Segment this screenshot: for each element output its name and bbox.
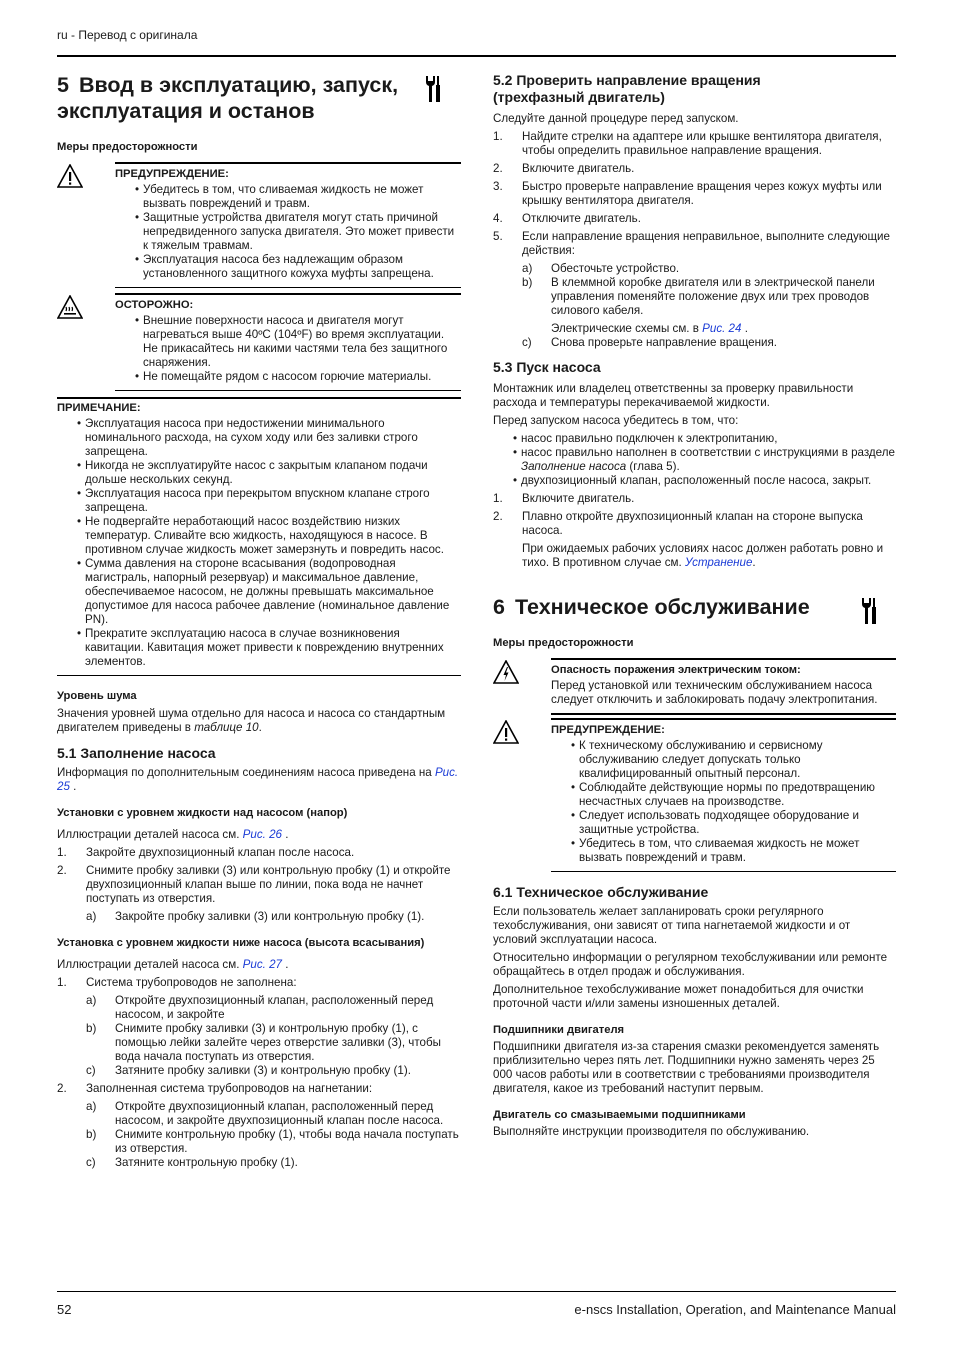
warning-triangle-icon [493, 734, 519, 747]
warning-item: • Эксплуатация насоса без надлежащим образом установленного защитного кожуха муфты запрещена. [135, 253, 461, 281]
warning-item: • Следует использовать подходящее оборудование и защитные устройства. [571, 809, 896, 837]
step-item: 4. Отключите двигатель. [493, 212, 641, 225]
step-item: 1. Включите двигатель. [493, 492, 635, 505]
substep-item: b) Снимите пробку заливки (3) и контрольную пробку (1), с помощью лейки залейте через отверстие заливки (3), чтобы вода начала поступать из отверстия. [86, 1022, 441, 1063]
note-item: • Не подвергайте неработающий насос воздействию низких температур. Сливайте всю жидкость, находящуюся в насосе. В противном случае жидкость может замерзнуть и повредить насос. [77, 515, 461, 557]
flooded-steps [57, 846, 461, 924]
page-number: 52 [57, 1302, 72, 1317]
manual-title: e-nscs Installation, Operation, and Maintenance Manual [574, 1302, 896, 1317]
maintenance-warning-notice [493, 718, 896, 872]
section-5-2-intro: Следуйте данной процедуре перед запуском. [493, 112, 739, 125]
warning-notice [57, 162, 461, 288]
caution-title: ОСТОРОЖНО: [115, 299, 194, 311]
electric-hazard-title: Опасность поражения электрическим током: [551, 664, 801, 676]
noise-text: Значения уровней шума отдельно для насоса и насоса со стандартным двигателем приведены в таблице 10. [57, 707, 446, 734]
precautions-heading: Меры предосторожности [57, 141, 198, 153]
warning-item: • Защитные устройства двигателя могут стать причиной непредвиденного запуска двигателя. Это может привести к тяжелым травмам. [135, 211, 461, 253]
rotation-steps [493, 130, 896, 350]
step-item: 1. Найдите стрелки на адаптере или крышке вентилятора двигателя, чтобы определить правильное направление вращения. [493, 130, 882, 157]
page-header: ru - Перевод с оригинала [57, 28, 198, 42]
warning-item: • Убедитесь в том, что сливаемая жидкость не может вызвать повреждений и травм. [135, 183, 461, 211]
caution-notice [57, 293, 461, 391]
note-item: • Эксплуатация насоса при недостижении минимального номинального расхода, на сухом ходу или без заливки строго запрещена. [77, 417, 461, 459]
suction-lift-steps [57, 976, 461, 1170]
tools-icon [425, 76, 441, 108]
section-5-3-heading: 5.3 Пуск насоса [493, 359, 601, 375]
warning-title: ПРЕДУПРЕЖДЕНИЕ: [115, 168, 229, 180]
electric-hazard-icon [493, 674, 519, 687]
section-6-1-heading: 6.1 Техническое обслуживание [493, 884, 709, 900]
substep-item: c) Затяните контрольную пробку (1). [86, 1156, 298, 1169]
step-item: 1. Система трубопроводов не заполнена: a) Откройте двухпозиционный клапан, расположенный перед насосом, и закройте b) Снимите пробку заливки (3) и контрольную пробку (1), с помощью лейки залейте через отверстие заливки (3), чтобы вода начала поступать из отверстия. c) Затяните пробку заливки (3) и контрольную пробку (1). [57, 976, 461, 1078]
precautions-heading: Меры предосторожности [493, 637, 634, 649]
step-item: 2. Плавно откройте двухпозиционный клапан на стороне выпуска насоса. При ожидаемых рабочих условиях насос должен работать ровно и тихо. В противном случае см. Устранение. [493, 510, 884, 569]
substep-item: c) Снова проверьте направление вращения. [522, 336, 777, 349]
step-item: 2. Снимите пробку заливки (3) или контрольную пробку (1) и откройте двухпозиционный клапан выше по линии, пока вода не начнет поступать из отверстия. a) Закройте пробку заливки (3) или контрольную пробку (1). [57, 864, 461, 924]
warning-item: • Убедитесь в том, что сливаемая жидкость не может вызвать повреждений и травм. [571, 837, 896, 865]
electric-hazard-notice [493, 658, 896, 715]
flooded-suction-heading: Установки с уровнем жидкости над насосом (напор) [57, 807, 348, 819]
hot-surface-icon [57, 309, 83, 322]
step-item: 5. Если направление вращения неправильное, выполните следующие действия: a) Обесточьте устройство. b) В клеммной коробке двигателя или в электрической панели управления поменяйте положение двух или трех проводов силового кабеля. Электрические схемы см. в Рис. 24 . c) Снова проверьте направление вращения. [493, 230, 896, 350]
prestart-checklist: • насос правильно подключен к электропитанию, • насос правильно наполнен в соответствии с инструкциями в разделе Заполнение насоса (глава 5). • двухпозиционный клапан, расположенный после насоса, закрыт. [493, 432, 896, 488]
start-steps [493, 492, 896, 570]
header-rule [57, 55, 896, 57]
step-item: 2. Включите двигатель. [493, 162, 635, 175]
chapter-6-title: 6 Техническое обслуживание [493, 594, 896, 620]
lubricated-bearings-heading: Двигатель со смазываемыми подшипниками [493, 1109, 746, 1121]
note-title: ПРИМЕЧАНИЕ: [57, 402, 141, 414]
right-column: 5.2 Проверить направление вращения (трехфазный двигатель) Следуйте данной процедуре перед запуском. 1. Найдите стрелки на адаптере или крышке вентилятора двигателя, чтобы определить правильное направление вращения. 2. Включите двигатель. 3. Быстро проверьте направление вращения через кожух муфты или крышку вентилятора двигателя. 4. Отключите двигатель. 5. Если направление вращения неправильное, выполните следующие действия: a) Обесточьте устройство. b) В клеммной коробке двигателя или в электрической панели управления поменяйте положение двух или трех проводов силового кабеля. Электрические схемы см. в Рис. 24 . c) Снова проверьте направление вращения. 5.3 Пуск насоса Монтажник или владелец ответственны за проверку правильности расхода и температуры перекачиваемой жидкости. Перед запуском насоса убедитесь в том, что: • насос правильно подключен к электропитанию, • насос правильно наполнен в соответствии с инструкциями в разделе Заполнение насоса (глава 5). • двухпозиционный клапан, расположенный после насоса, закрыт. 1. Включите двигатель. 2. Плавно откройте двухпозиционный клапан на стороне выпуска насоса. При ожидаемых рабочих условиях насос должен работать ровно и тихо. В противном случае см. Устранение. 6 Техническое обслуживание Меры предосторожности Опасность поражения электрическим током: Перед установкой или техническим обслуживанием насоса следует отключить и заблокировать подачу электропитания. ПРЕДУПРЕЖДЕНИЕ: • К техническому обслуживанию и сервисному обслуживанию следует допускать только квалифицированный опытный персонал. • Соблюдайте действующие нормы по предотвращению несчастных случаев на производстве. • Следует использовать подходящее оборудование и защитные устройства. • Убедитесь в том, что сливаемая жидкость не может вызвать повреждений и травм. 6.1 Техническое обслуживание Если пользователь желает запланировать сроки регулярного техобслуживания, они зависят от типа нагнетаемой жидкости и от условий эксплуатации насоса. Относительно информации о регулярном техобслуживании или ремонте обращайтесь в отдел продаж и обслуживания. Дополнительное техобслуживание может понадобиться для очистки проточной части и/или замены изношенных деталей. Подшипники двигателя Подшипники двигателя из-за старения смазки рекомендуется заменять приблизительно через пять лет. Подшипники нужно заменять через 25 000 часов работы или в соответствии с требованиями производителя двигателя, какое из требований наступит первым. Двигатель со смазываемыми подшипниками Выполняйте инструкции производителя по обслуживанию. [493, 72, 896, 1143]
substep-item: a) Обесточьте устройство. [522, 262, 680, 275]
fig-25-link[interactable]: Рис. 25 [57, 766, 459, 793]
caution-item: • Не помещайте рядом с насосом горючие материалы. [135, 370, 461, 384]
note-item: • Никогда не эксплуатируйте насос с закрытым клапаном подачи дольше нескольких секунд. [77, 459, 461, 487]
substep-item: b) Снимите контрольную пробку (1), чтобы вода начала поступать из отверстия. [86, 1128, 459, 1155]
warning-item: • К техническому обслуживанию и сервисному обслуживанию следует допускать только квалифицированный опытный персонал. [571, 739, 896, 781]
troubleshooting-link[interactable]: Устранение [684, 556, 753, 569]
substep-item: b) В клеммной коробке двигателя или в электрической панели управления поменяйте положение двух или трех проводов силового кабеля. Электрические схемы см. в Рис. 24 . [522, 276, 875, 335]
tools-icon [861, 598, 877, 630]
section-5-1-intro: Информация по дополнительным соединениям насоса приведена на Рис. 25 . [57, 766, 459, 793]
step-item: 2. Заполненная система трубопроводов на нагнетании: a) Откройте двухпозиционный клапан, расположенный перед насосом, и закройте двухпозиционный клапан после насоса. b) Снимите контрольную пробку (1), чтобы вода начала поступать из отверстия. c) Затяните контрольную пробку (1). [57, 1082, 461, 1170]
warning-title: ПРЕДУПРЕЖДЕНИЕ: [551, 724, 665, 736]
warning-triangle-icon [57, 178, 83, 191]
suction-lift-heading: Установка с уровнем жидкости ниже насоса (высота всасывания) [57, 937, 425, 949]
note-item: • Сумма давления на стороне всасывания (водопроводная магистраль, напорный резервуар) и максимальное давление, обеспечиваемое насосом, не должны превышать максимальное допустимое для насоса рабочее давление (номинальное давление PN). [77, 557, 461, 627]
note-block [57, 397, 461, 676]
fig-26-link[interactable]: Рис. 26 [242, 828, 282, 841]
fig-24-link[interactable]: Рис. 24 [702, 322, 742, 335]
fig-27-link[interactable]: Рис. 27 [242, 958, 282, 971]
bearings-heading: Подшипники двигателя [493, 1024, 625, 1036]
caution-item: • Внешние поверхности насоса и двигателя могут нагреваться выше 40ºC (104ºF) во время эксплуатации. Не прикасайтесь ни какими частями тела без защитного снаряжения. [135, 314, 461, 370]
substep-item: a) Откройте двухпозиционный клапан, расположенный перед насосом, и закройте двухпозиционный клапан после насоса. [86, 1100, 444, 1127]
substep-item: a) Откройте двухпозиционный клапан, расположенный перед насосом, и закройте [86, 994, 434, 1021]
note-item: • Прекратите эксплуатацию насоса в случае возникновения кавитации. Кавитация может привести к повреждению внутренних элементов. [77, 627, 461, 669]
step-item: 1. Закройте двухпозиционный клапан после насоса. [57, 846, 355, 859]
substep-item: a) Закройте пробку заливки (3) или контрольную пробку (1). [86, 910, 425, 923]
substep-item: c) Затяните пробку заливки (3) и контрольную пробку (1). [86, 1064, 411, 1077]
left-column: 5 Ввод в эксплуатацию, запуск, эксплуатация и останов Меры предосторожности ПРЕДУПРЕЖДЕНИЕ: • Убедитесь в том, что сливаемая жидкость не может вызвать повреждений и травм. • Защитные устройства двигателя могут стать причиной непредвиденного запуска двигателя. Это может привести к тяжелым травмам. • Эксплуатация насоса без надлежащим образом установленного защитного кожуха муфты запрещена. ОСТОРОЖНО: • Внешние поверхности насоса и двигателя могут нагреваться выше 40ºC (104ºF) во время эксплуатации. Не прикасайтесь ни какими частями тела без защитного снаряжения. • Не помещайте рядом с насосом горючие материалы. ПРИМЕЧАНИЕ: • Эксплуатация насоса при недостижении минимального номинального расхода, на сухом ходу или без заливки строго запрещена. • Никогда не эксплуатируйте насос с закрытым клапаном подачи дольше нескольких секунд. • Эксплуатация насоса при перекрытом впускном клапане строго запрещена. • Не подвергайте неработающий насос воздействию низких температур. Сливайте всю жидкость, находящуюся в насосе. В противном случае жидкость может замерзнуть и повредить насос. • Сумма давления на стороне всасывания (водопроводная магистраль, напорный резервуар) и максимальное давление, обеспечиваемое насосом, не должны превышать максимальное допустимое для насоса рабочее давление (номинальное давление PN). • Прекратите эксплуатацию насоса в случае возникновения кавитации. Кавитация может привести к повреждению внутренних элементов. Уровень шума Значения уровней шума отдельно для насоса и насоса со стандартным двигателем приведены в таблице 10. 5.1 Заполнение насоса Информация по дополнительным соединениям насоса приведена на Рис. 25 . Установки с уровнем жидкости над насосом (напор) Иллюстрации деталей насоса см. Рис. 26 . 1. Закройте двухпозиционный клапан после насоса. 2. Снимите пробку заливки (3) или контрольную пробку (1) и откройте двухпозиционный клапан выше по линии, пока вода не начнет поступать из отверстия. a) Закройте пробку заливки (3) или контрольную пробку (1). Установка с уровнем жидкости ниже насоса (высота всасывания) Иллюстрации деталей насоса см. Рис. 27 . 1. Система трубопроводов не заполнена: a) Откройте двухпозиционный клапан, расположенный перед насосом, и закройте b) Снимите пробку заливки (3) и контрольную пробку (1), с помощью лейки залейте через отверстие заливки (3), чтобы вода начала поступать из отверстия. c) Затяните пробку заливки (3) и контрольную пробку (1). 2. Заполненная система трубопроводов на нагнетании: a) Откройте двухпозиционный клапан, расположенный перед насосом, и закройте двухпозиционный клапан после насоса. b) Снимите контрольную пробку (1), чтобы вода начала поступать из отверстия. c) Затяните контрольную пробку (1). [57, 72, 461, 1174]
chapter-5-title: 5 Ввод в эксплуатацию, запуск, эксплуатация и останов [57, 72, 461, 124]
note-item: • Эксплуатация насоса при перекрытом впускном клапане строго запрещена. [77, 487, 461, 515]
step-item: 3. Быстро проверьте направление вращения через кожух муфты или крышку вентилятора двигателя. [493, 180, 882, 207]
warning-item: • Соблюдайте действующие нормы по предотвращению несчастных случаев на производстве. [571, 781, 896, 809]
section-5-1-heading: 5.1 Заполнение насоса [57, 745, 216, 761]
noise-heading: Уровень шума [57, 690, 137, 702]
section-5-2-heading: 5.2 Проверить направление вращения (трехфазный двигатель) [493, 72, 761, 105]
electric-hazard-text: Перед установкой или техническим обслуживанием насоса следует отключить и заблокировать подачу электропитания. [551, 679, 878, 706]
footer-rule [57, 1291, 896, 1292]
